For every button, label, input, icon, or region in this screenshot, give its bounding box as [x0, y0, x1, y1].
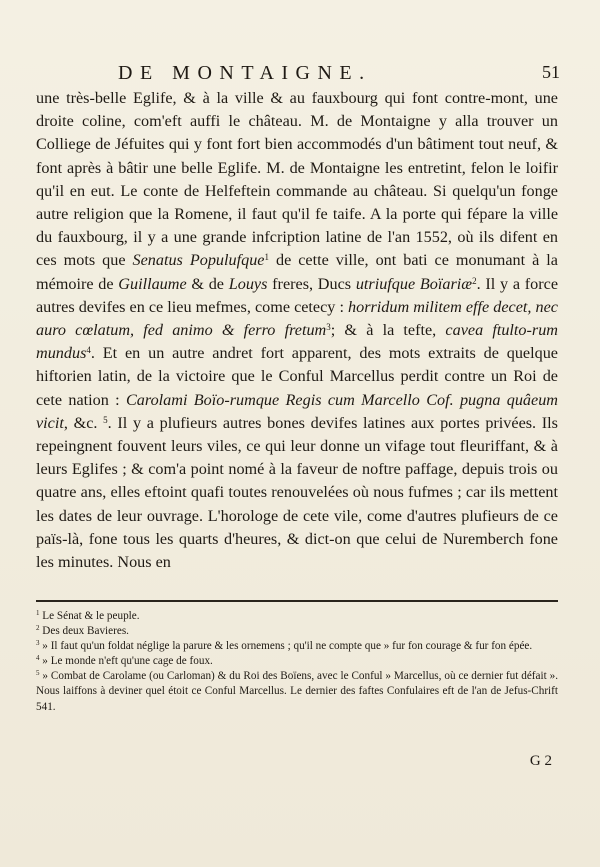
footnote [36, 669, 558, 714]
italic-run: horridum militem effe decet, nec auro cœlatum, fed animo & ferro fretum [36, 297, 558, 340]
footnote-number: 2 [36, 624, 40, 633]
footnote-text: Des deux Bavieres. [39, 625, 129, 638]
footnote-ref: 3 [326, 322, 331, 333]
footnote-ref: 4 [86, 345, 91, 356]
body-run: , &c. [63, 413, 104, 432]
body-text [36, 87, 558, 574]
footnote-ref: 5 [103, 414, 108, 425]
body-run: ; & à la tefte, [330, 321, 446, 340]
italic-run: Louys [228, 274, 268, 293]
body-run: & de [186, 274, 229, 293]
running-header [118, 62, 560, 84]
running-title: DE MONTAIGNE. [118, 62, 372, 84]
footnote [36, 654, 558, 669]
footnote-rule [36, 600, 558, 602]
footnotes [36, 609, 558, 715]
italic-run: Carolami Boïo-rumque Regis cum Marcello Cof. pugna quâeum vicit [36, 390, 558, 432]
footnote-text: Le Sénat & le peuple. [39, 610, 140, 622]
footnote-text: » Le monde n'eft qu'une cage de foux. [39, 655, 213, 668]
footnote [36, 624, 558, 639]
body-run: . Il y a force autres devifes en ce lieu mefmes, come cetecy : [36, 274, 558, 316]
italic-run: cavea ftulto-rum mundus [36, 321, 558, 363]
body-run: de cette ville, ont bati ce monumant à la mémoire de [36, 251, 558, 293]
footnote [36, 639, 558, 654]
footnote-number: 3 [36, 639, 40, 648]
footnote-number: 5 [36, 669, 40, 678]
footnote [36, 609, 558, 624]
footnote-number: 4 [36, 654, 40, 663]
signature-mark: G 2 [529, 753, 552, 769]
italic-run: utriufque Boïariæ [355, 274, 473, 293]
footnote-number: 1 [36, 609, 40, 617]
italic-run: Senatus Populufque [132, 251, 265, 270]
footnote-ref: 2 [472, 275, 477, 286]
body-run: une très-belle Eglife, & à la ville & au fauxbourg qui font contre-mont, une droite coline, com'eft auffi le château. M. de Montaigne y alla trouver un Colliege de Jéfuites qui y font fort bien accommodés d'un bâtiment tout neuf, & font après à bâtir une belle Eglife. M. de Montaigne les entretint, felon le loifir qu'il en eut. Le conte de Helfeftein commande au château. Si quelqu'un fonge autre religion que la Romene, il faut qu'il fe taife. A la porte qui fépare la ville du fauxbourg, il y a une grande infcription latine de l'an 1552, où ils difent en ces mots que [36, 89, 558, 270]
body-run: . Il y a plufieurs autres bones devifes latines aux portes privées. Ils repeingnent fouvent leurs viles, ce qui leur donne un vifage tout fleuriffant, & à leurs Eglifes ; & com'a point nomé à la faveur de noftre paffage, depuis trois ou quatre ans, elles eftoint quafi toutes renouvelées où nous fufmes ; car ils mettent les dates de leur ouvrage. L'horologe de cete vile, come d'autres plufieurs de ce païs-là, fone tous les quarts d'heures, & dict-on que celui de Nuremberch fone les minutes. Nous en [36, 413, 558, 572]
body-run: . Et en un autre andret fort apparent, des mots extraits de quelque hiftorien latin, de la victoire que le Conful Marcellus perdit contre un Roi de cete nation : [36, 344, 558, 409]
body-paragraph [36, 87, 558, 574]
footnote-ref: 1 [264, 252, 269, 263]
footnote-text: » Combat de Carolame (ou Carloman) & du Roi des Boïens, avec le Conful » Marcellus, où ce dernier fut défait ». Nous laiffons à deviner quel étoit ce Conful Marcellus. Le dernier des faftes Confulaires eft de l'an de Jefus-Chrift 541. [36, 670, 558, 713]
page-number: 51 [542, 62, 560, 82]
italic-run: Guillaume [118, 274, 187, 293]
body-run: freres, Ducs [267, 274, 356, 293]
footnote-text: » Il faut qu'un foldat néglige la parure & les ornemens ; qu'il ne compte que » fur fon courage & fur fon épée. [39, 640, 533, 653]
